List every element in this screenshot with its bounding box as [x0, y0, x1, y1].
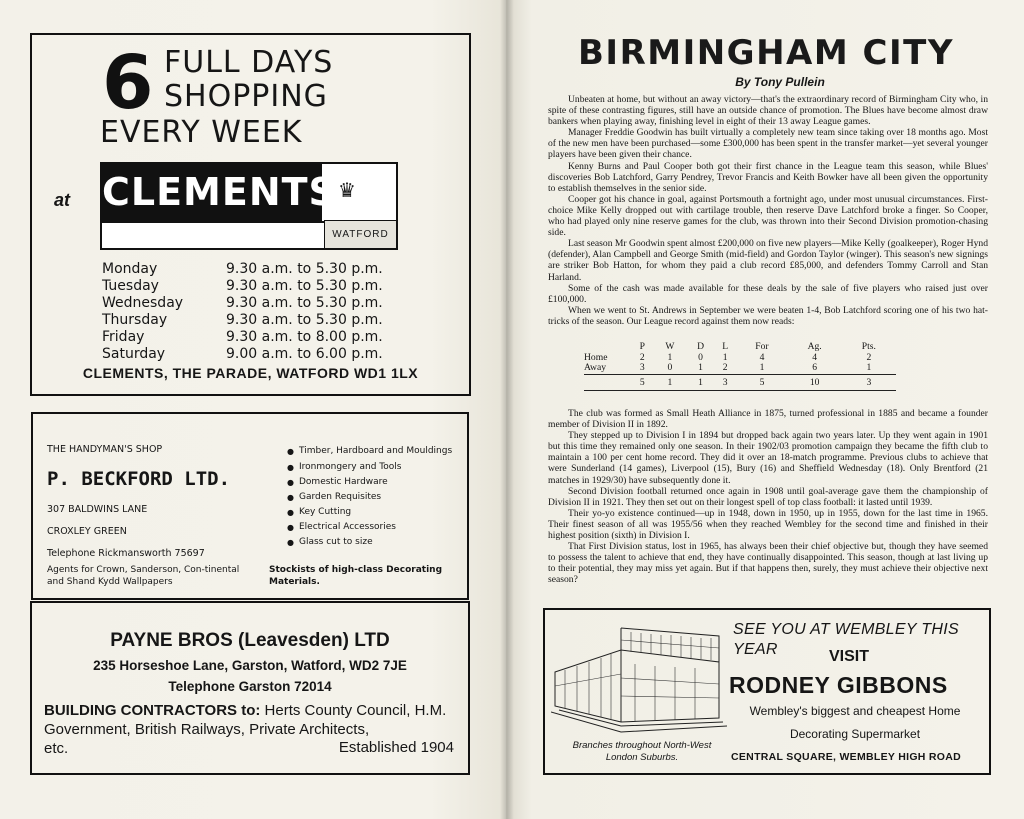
six-number: 6: [102, 40, 154, 126]
table-cell: 2: [722, 362, 728, 373]
hours-day: Wednesday: [102, 295, 184, 311]
headline-shopping: SHOPPING: [164, 79, 328, 114]
table-cell: 1: [687, 374, 714, 390]
table-cell: 6: [812, 362, 818, 373]
rodney-address: CENTRAL SQUARE, WEMBLEY HIGH ROAD: [731, 751, 962, 763]
article-paragraph: Unbeaten at home, but without an away victory—that's the extraordinary record of Birmingham City who, in spite of these contrasting figures, still have an outside chance of promotion. The Blues have become almost draw bankers when playing away, finishing level in eight of their 13 away League games.: [548, 94, 988, 128]
beckford-advert: [31, 412, 469, 600]
table-cell: [584, 374, 632, 390]
article-paragraph: When we went to St. Andrews in September we were beaten 1-4, Bob Latchford scoring one of his two hat-tricks of the season. Our League record against them now reads:: [548, 304, 988, 327]
headline-every-week: EVERY WEEK: [100, 115, 303, 150]
rodney-gibbons-name: RODNEY GIBBONS: [729, 672, 948, 698]
clements-address: CLEMENTS, THE PARADE, WATFORD WD1 1LX: [82, 365, 419, 381]
article-paragraph: The club was formed as Small Heath Alliance in 1875, turned professional in 1885 and became a founder member of Division II in 1892.: [548, 408, 988, 431]
payne-telephone: Telephone Garston 72014: [168, 679, 332, 694]
list-item: ● Timber, Hardboard and Mouldings: [287, 446, 467, 457]
table-cell: 1: [866, 362, 872, 373]
clements-logo-watford: WATFORD: [324, 220, 396, 248]
crest-icon: ♛: [338, 180, 356, 202]
article-paragraph: Some of the cash was made available for these deals by the sale of five players who raised just over £100,000.: [548, 282, 988, 305]
table-cell: 0: [667, 362, 673, 373]
list-item: ● Key Cutting: [287, 505, 467, 520]
table-cell: 1: [698, 362, 703, 373]
hours-day: Saturday: [102, 346, 166, 362]
table-header: W: [665, 341, 675, 352]
hours-time: 9.30 a.m. to 5.30 p.m.: [226, 295, 383, 311]
table-header: D: [697, 341, 705, 352]
hours-row: [102, 261, 436, 278]
table-row: [584, 353, 896, 364]
table-cell: 2: [866, 351, 872, 363]
visit-label: VISIT: [829, 648, 870, 665]
beckford-stockists: Stockists of high-class Decorating Materials.: [269, 565, 443, 587]
table-cell: 0: [698, 351, 703, 363]
logo-rule: [102, 221, 326, 223]
table-cell: 3: [842, 374, 896, 390]
hours-day: Thursday: [102, 312, 168, 328]
opening-hours: [102, 261, 436, 363]
table-cell: Home: [584, 351, 608, 363]
article-paragraph: Kenny Burns and Paul Cooper both got their first chance in the League team this season, while Blues' discoveries Bob Latchford, Garry Pendrey, Trevor Francis and Keith Bowker have all been given the opportunity to establish themselves in the senior side.: [548, 160, 988, 194]
table-row: [584, 363, 896, 374]
league-record-table: [584, 342, 896, 391]
beckford-telephone: Telephone Rickmansworth 75697: [47, 548, 205, 559]
table-cell: 1: [653, 374, 688, 390]
list-item: ● Glass cut to size: [287, 535, 467, 550]
hours-row: [102, 295, 436, 312]
article-body-bottom: [548, 408, 988, 586]
rodney-tagline-2: Decorating Supermarket: [789, 727, 921, 741]
table-header: Pts.: [861, 341, 876, 352]
store-building-drawing: [551, 622, 729, 740]
hours-row: [102, 329, 436, 346]
payne-established: Established 1904: [338, 739, 454, 756]
table-cell: 4: [812, 351, 818, 363]
payne-advert: [30, 601, 470, 775]
list-item: ● Ironmongery and Tools: [287, 460, 467, 475]
hours-row: [102, 312, 436, 329]
table-total-row: [584, 374, 896, 390]
hours-row: [102, 278, 436, 295]
beckford-address-line2: CROXLEY GREEN: [47, 526, 127, 537]
table-header: Ag.: [807, 341, 822, 352]
rodney-tagline-1: Wembley's biggest and cheapest Home: [749, 704, 961, 718]
at-label: at: [54, 190, 71, 210]
article-body-top: [548, 94, 988, 327]
contractors-text: Herts County Council, H.M. Government, British Railways, Private Architects,: [44, 702, 447, 738]
table-cell: 1: [722, 351, 728, 363]
table-header: P: [639, 341, 645, 352]
table-cell: 3: [639, 362, 645, 373]
beckford-address-line1: 307 BALDWINS LANE: [47, 504, 148, 515]
hours-time: 9.30 a.m. to 5.30 p.m.: [226, 261, 383, 277]
article-byline: By Tony Pullein: [735, 75, 825, 89]
table-cell: 1: [759, 362, 765, 373]
list-item: ● Electrical Accessories: [287, 520, 467, 535]
beckford-name: P. BECKFORD LTD.: [47, 468, 231, 490]
list-item: ● Domestic Hardware: [287, 475, 467, 490]
clements-logo: [100, 162, 398, 250]
page-spine: [500, 0, 514, 819]
article-paragraph: Second Division football returned once again in 1908 until goal-average gave them the championship of Division II in 1921. They then set out on their longest spell of top class football: it lasted until 1939.: [548, 485, 988, 508]
hours-day: Monday: [102, 261, 158, 277]
article-paragraph: They stepped up to Division I in 1894 but dropped back again two years later. Up they went again in 1901 but this time they remained only one season. In their 1902/03 promotion campaign they became the fifth club to maintain a 100 per cent home record. They did it over an 18-match programme. Previous clubs to achieve that were Sunderland (14 games), Liverpool (15), Bury (16) and Sheffield Wednesday (18). Only Brentford (21 matches in 1929/30) have subsequently done it.: [548, 430, 988, 486]
rodney-gibbons-advert: [543, 608, 991, 775]
list-item: ● Garden Requisites: [287, 490, 467, 505]
table-cell: Away: [584, 362, 607, 373]
payne-name: PAYNE BROS (Leavesden) LTD: [110, 630, 390, 651]
hours-time: 9.30 a.m. to 8.00 p.m.: [226, 329, 383, 345]
article-paragraph: Their yo-yo existence continued—up in 1948, down in 1950, up in 1955, down for the last time in 1965. Their finest season of all was 1955/56 when they reached Wembley for the second time and finished in their highest position (sixth) in Division I.: [548, 507, 988, 542]
hours-day: Tuesday: [102, 278, 159, 294]
article-paragraph: Manager Freddie Goodwin has built virtually a completely new team since taking over 18 months ago. Most of the new men have been purchased—some £300,000 has been spent in the transfer market—yet several younger players have been given their chance.: [548, 127, 988, 161]
table-header: L: [722, 341, 729, 352]
clements-logo-text: CLEMENTS: [102, 164, 322, 221]
table-header-row: [584, 342, 896, 353]
table-cell: 3: [714, 374, 737, 390]
contractors-label: BUILDING CONTRACTORS to:: [44, 702, 261, 719]
beckford-items: [287, 444, 467, 550]
table-cell: 10: [788, 374, 842, 390]
table-cell: 5: [632, 374, 653, 390]
hours-time: 9.30 a.m. to 5.30 p.m.: [226, 312, 383, 328]
hours-day: Friday: [102, 329, 145, 345]
headline-full-days: FULL DAYS: [164, 45, 334, 80]
hours-time: 9.00 a.m. to 6.00 p.m.: [226, 346, 383, 362]
article-title: BIRMINGHAM CITY: [578, 33, 954, 73]
see-you-at-wembley: SEE YOU AT WEMBLEY THIS YEAR: [733, 621, 959, 658]
article-paragraph: Last season Mr Goodwin spent almost £200,000 on five new players—Mike Kelly (goalkeeper), Roger Hynd (defender), Alan Campbell and George Smith (mid-field) and Gordon Taylor (winger). This season's new signings are striker Bob Hatton, for whom they paid a club record £85,000, and defenders Tommy Carroll and Stan Harland.: [548, 238, 988, 283]
table-cell: 5: [736, 374, 787, 390]
rodney-branches: Branches throughout North-West London Suburbs.: [572, 740, 712, 763]
beckford-agents: Agents for Crown, Sanderson, Con-tinental and Shand Kydd Wallpapers: [47, 565, 240, 587]
table-cell: 4: [759, 351, 765, 363]
payne-etc: etc.: [44, 740, 69, 757]
table-header: For: [755, 341, 769, 352]
hours-time: 9.30 a.m. to 5.30 p.m.: [226, 278, 383, 294]
table-cell: 1: [667, 351, 673, 363]
payne-address: 235 Horseshoe Lane, Garston, Watford, WD2 7JE: [93, 658, 407, 673]
payne-contractors: [44, 701, 464, 739]
article-paragraph: That First Division status, lost in 1965, has always been their chief objective but, though they have seemed to possess the talent to achieve that end, they have continually disappointed. This season, though at last living up to their potential, they may miss yet again. But if that happens then, surely, they must achieve their objective next season?: [548, 541, 988, 586]
table-cell: 2: [639, 351, 645, 363]
hours-row: [102, 346, 436, 363]
article-paragraph: Cooper got his chance in goal, against Portsmouth a fortnight ago, under most unusual circumstances. First-choice Mike Kelly dropped out with cartilage trouble, then reserve Dave Latchford broke a finger. So Cooper, who had played only nine reserve games for the club, was thrown into their Second Division promotion-chasing side.: [548, 193, 988, 239]
table-header: [584, 342, 632, 353]
handyman-shop-label: THE HANDYMAN'S SHOP: [47, 444, 163, 455]
